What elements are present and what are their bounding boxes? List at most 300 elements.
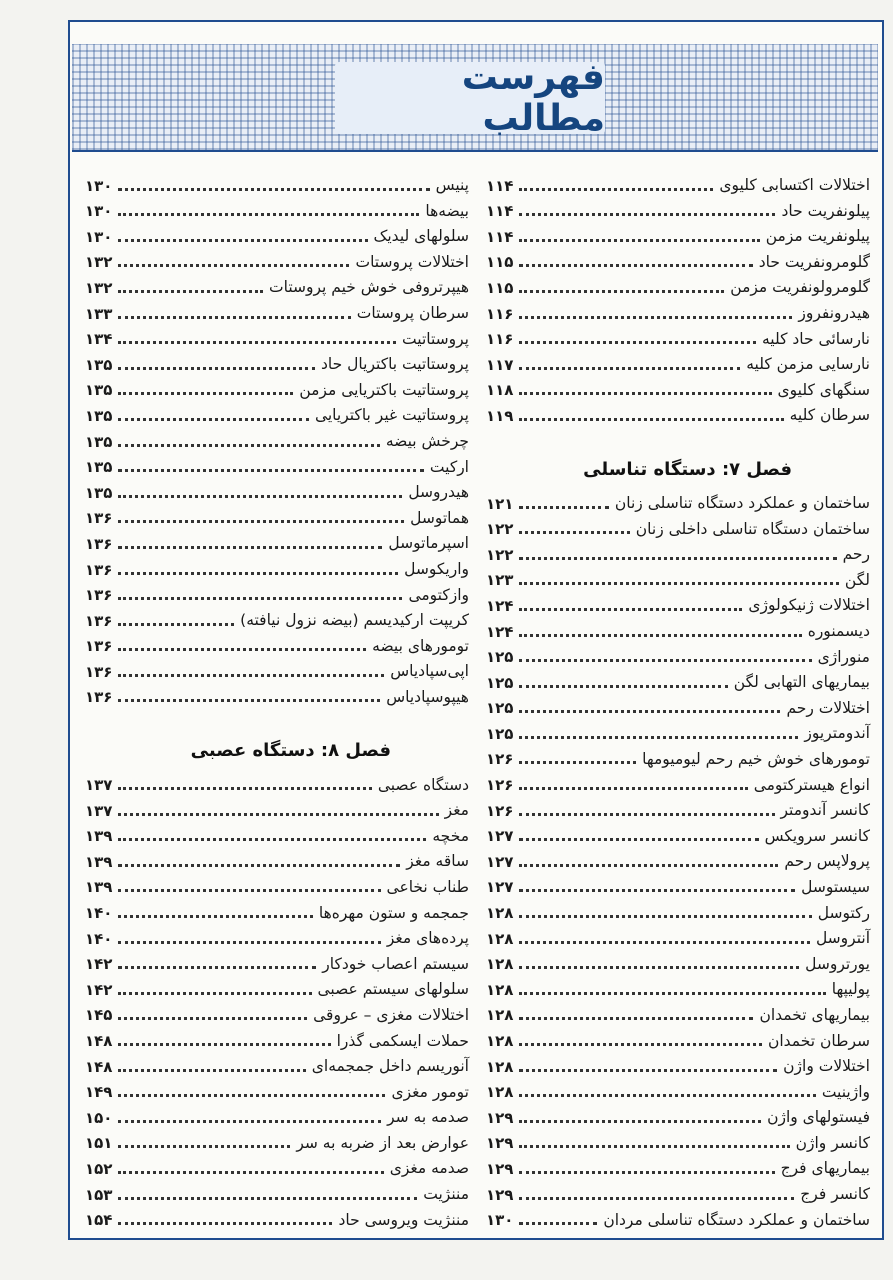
toc-entry-page-number: ۱۳۶ xyxy=(85,509,113,528)
dot-leader xyxy=(519,966,799,969)
toc-entry-page-number: ۱۲۷ xyxy=(486,878,514,897)
toc-entry xyxy=(486,742,870,768)
toc-entry-page-number: ۱۲۸ xyxy=(486,955,514,974)
toc-entry-page-number: ۱۲۹ xyxy=(486,1134,514,1153)
dot-leader xyxy=(118,341,396,344)
toc-entry xyxy=(486,373,870,399)
toc-entry-page-number: ۱۳۷ xyxy=(85,776,113,795)
toc-entry-page-number: ۱۴۰ xyxy=(85,929,113,948)
chapter-8-heading: فصل ۸: دستگاه عصبی xyxy=(190,740,391,762)
toc-entry xyxy=(486,793,870,819)
toc-entry-page-number: ۱۳۵ xyxy=(85,432,113,451)
toc-entry-title: مننژیت ویروسی حاد xyxy=(338,1210,469,1229)
toc-entry-page-number: ۱۴۰ xyxy=(85,904,113,923)
toc-entry-title: مغز xyxy=(444,801,469,820)
dot-leader xyxy=(519,813,774,816)
toc-entry xyxy=(486,614,870,640)
toc-entry xyxy=(85,767,469,793)
toc-entry xyxy=(486,245,870,271)
dot-leader xyxy=(118,1069,305,1072)
dot-leader xyxy=(519,1017,753,1020)
toc-entry-title: انواع هیسترکتومی xyxy=(753,775,870,794)
toc-entry xyxy=(486,1049,870,1075)
toc-entry-title: جمجمه و ستون مهره‌ها xyxy=(318,903,469,922)
dot-leader xyxy=(519,239,759,242)
toc-entry-title: آنوریسم داخل جمجمه‌ای xyxy=(311,1057,469,1076)
toc-entry-title: صدمه مغزی xyxy=(389,1159,469,1178)
toc-entry-title: سرطان پروستات xyxy=(356,304,469,323)
dot-leader xyxy=(118,290,263,293)
toc-entry xyxy=(85,296,469,322)
dot-leader xyxy=(519,1069,777,1072)
toc-entry xyxy=(85,398,469,424)
toc-entry-page-number: ۱۵۲ xyxy=(85,1159,113,1178)
dot-leader xyxy=(118,469,423,472)
toc-entry-title: سیستوسل xyxy=(801,877,870,896)
toc-entry xyxy=(85,921,469,947)
dot-leader xyxy=(519,1222,597,1225)
dot-leader xyxy=(519,889,795,892)
dot-leader xyxy=(519,710,780,713)
dot-leader xyxy=(519,761,636,764)
toc-entry-title: هیدروسل xyxy=(408,483,469,502)
toc-entry xyxy=(486,1075,870,1101)
toc-entry-page-number: ۱۳۶ xyxy=(85,560,113,579)
toc-entry-page-number: ۱۲۸ xyxy=(486,1006,514,1025)
toc-entry xyxy=(486,1126,870,1152)
toc-entry-title: آندومتریوز xyxy=(804,724,870,743)
toc-entry-title: طناب نخاعی xyxy=(386,877,469,896)
toc-entry-title: نارسائی حاد کلیه xyxy=(761,329,870,348)
toc-entry-title: پولیپها xyxy=(831,980,870,999)
toc-entry-title: پیلونفریت حاد xyxy=(781,201,870,220)
dot-leader xyxy=(519,1120,761,1123)
dot-leader xyxy=(118,520,404,523)
dot-leader xyxy=(118,213,419,216)
toc-entry-title: بیماریهای فرج xyxy=(780,1159,870,1178)
toc-entry-title: ساختمان دستگاه تناسلی داخلی زنان xyxy=(635,519,870,538)
dot-leader xyxy=(118,966,316,969)
dot-leader xyxy=(118,264,349,267)
toc-entry-title: اسپرماتوسل xyxy=(388,534,469,553)
dot-leader xyxy=(118,915,312,918)
dot-leader xyxy=(118,813,438,816)
toc-entry-title: پروستاتیت غیر باکتریایی xyxy=(314,406,469,425)
toc-entry xyxy=(85,1177,469,1203)
toc-entry xyxy=(486,296,870,322)
toc-entry-page-number: ۱۳۳ xyxy=(85,304,113,323)
toc-entry xyxy=(85,373,469,399)
dot-leader xyxy=(519,188,713,191)
toc-entry-page-number: ۱۲۲ xyxy=(486,520,514,539)
toc-entry-page-number: ۱۳۵ xyxy=(85,381,113,400)
toc-entry-title: سلولهای لیدیک xyxy=(373,227,469,246)
toc-entry-page-number: ۱۴۹ xyxy=(85,1083,113,1102)
toc-entry-page-number: ۱۲۸ xyxy=(486,1057,514,1076)
toc-entry-title: چرخش بیضه xyxy=(385,432,469,451)
dot-leader xyxy=(118,239,367,242)
toc-entry-title: پروستاتیت xyxy=(402,329,469,348)
toc-entry-title: واژینیت xyxy=(821,1082,870,1101)
toc-entry xyxy=(85,219,469,245)
dot-leader xyxy=(118,367,315,370)
dot-leader xyxy=(118,597,402,600)
toc-entry xyxy=(486,767,870,793)
dot-leader xyxy=(118,1222,332,1225)
toc-entry-title: ساختمان و عملکرد دستگاه تناسلی مردان xyxy=(603,1210,870,1229)
toc-entry-page-number: ۱۳۶ xyxy=(85,611,113,630)
toc-entry-page-number: ۱۳۶ xyxy=(85,534,113,553)
dot-leader xyxy=(118,623,234,626)
toc-entry-title: پرولاپس رحم xyxy=(784,852,870,871)
dot-leader xyxy=(519,1043,762,1046)
toc-entry-page-number: ۱۳۵ xyxy=(85,355,113,374)
toc-entry-page-number: ۱۴۲ xyxy=(85,980,113,999)
toc-list-nervous xyxy=(85,767,469,1228)
toc-entry-title: سلولهای سیستم عصبی xyxy=(317,980,469,999)
toc-entry-title: کانسر سرویکس xyxy=(764,826,870,845)
toc-entry-page-number: ۱۲۵ xyxy=(486,724,514,743)
dot-leader xyxy=(118,864,400,867)
dot-leader xyxy=(519,634,801,637)
toc-entry xyxy=(85,870,469,896)
toc-entry-page-number: ۱۲۶ xyxy=(486,750,514,769)
dot-leader xyxy=(118,495,402,498)
toc-entry-page-number: ۱۲۶ xyxy=(486,801,514,820)
dot-leader xyxy=(519,1145,789,1148)
toc-entry xyxy=(486,270,870,296)
toc-entry-page-number: ۱۱۹ xyxy=(486,406,514,425)
toc-entry-page-number: ۱۳۰ xyxy=(85,202,113,221)
dot-leader xyxy=(118,1043,330,1046)
toc-entry-title: بیماریهای التهابی لگن xyxy=(733,673,870,692)
toc-entry xyxy=(85,1126,469,1152)
toc-entry xyxy=(85,793,469,819)
toc-entry-title: سرطان تخمدان xyxy=(767,1031,870,1050)
dot-leader xyxy=(118,1094,385,1097)
toc-entry xyxy=(486,219,870,245)
toc-entry xyxy=(486,716,870,742)
toc-entry-title: تومورهای خوش خیم رحم لیومیومها xyxy=(642,749,870,768)
toc-entry-title: عوارض بعد از ضربه به سر xyxy=(296,1133,469,1152)
dot-leader xyxy=(519,341,756,344)
toc-entry-title: مننژیت xyxy=(423,1185,469,1204)
toc-entry-title: رحم xyxy=(842,545,870,564)
dot-leader xyxy=(519,685,727,688)
dot-leader xyxy=(519,264,752,267)
toc-entry-page-number: ۱۱۵ xyxy=(486,278,514,297)
dot-leader xyxy=(118,316,350,319)
toc-entry-page-number: ۱۲۴ xyxy=(486,596,514,615)
toc-entry-page-number: ۱۲۲ xyxy=(486,545,514,564)
toc-entry xyxy=(85,844,469,870)
toc-entry-title: اختلالات اکتسابی کلیوی xyxy=(719,176,870,195)
toc-entry-page-number: ۱۳۶ xyxy=(85,688,113,707)
toc-entry-page-number: ۱۱۶ xyxy=(486,330,514,349)
toc-entry xyxy=(486,194,870,220)
toc-entry-title: بیماریهای تخمدان xyxy=(759,1005,870,1024)
toc-entry-title: ساقه مغز xyxy=(406,852,469,871)
toc-entry-title: سرطان کلیه xyxy=(789,406,870,425)
toc-entry-page-number: ۱۳۹ xyxy=(85,827,113,846)
toc-entry xyxy=(486,512,870,538)
toc-entry xyxy=(85,654,469,680)
dot-leader xyxy=(519,213,775,216)
dot-leader xyxy=(118,418,308,421)
toc-entry-title: هیدرونفروز xyxy=(798,304,870,323)
dot-leader xyxy=(519,736,798,739)
toc-entry xyxy=(486,691,870,717)
toc-entry xyxy=(85,526,469,552)
toc-entry xyxy=(486,588,870,614)
toc-entry-page-number: ۱۲۳ xyxy=(486,571,514,590)
toc-entry xyxy=(486,563,870,589)
toc-entry xyxy=(486,921,870,947)
toc-entry xyxy=(85,680,469,706)
dot-leader xyxy=(519,316,792,319)
dot-leader xyxy=(118,699,380,702)
toc-entry-page-number: ۱۱۸ xyxy=(486,381,514,400)
dot-leader xyxy=(519,1094,815,1097)
toc-entry xyxy=(85,322,469,348)
toc-entry-title: رکتوسل xyxy=(817,903,870,922)
toc-entry-page-number: ۱۲۱ xyxy=(486,494,514,513)
dot-leader xyxy=(118,1171,383,1174)
toc-entry xyxy=(486,322,870,348)
toc-entry-page-number: ۱۳۹ xyxy=(85,878,113,897)
dot-leader xyxy=(118,838,426,841)
toc-entry-page-number: ۱۲۶ xyxy=(486,776,514,795)
toc-entry-title: آنتروسل xyxy=(815,929,870,948)
toc-entry-page-number: ۱۲۸ xyxy=(486,904,514,923)
toc-entry-page-number: ۱۲۹ xyxy=(486,1185,514,1204)
toc-entry xyxy=(85,895,469,921)
toc-entry-title: تومورهای بیضه xyxy=(372,636,469,655)
page-title: فهرست مطالب xyxy=(461,57,605,139)
toc-entry-title: سنگهای کلیوی xyxy=(777,380,870,399)
toc-entry-page-number: ۱۳۵ xyxy=(85,406,113,425)
toc-list-male xyxy=(85,168,469,705)
toc-entry-title: کانسر واژن xyxy=(795,1133,870,1152)
dot-leader xyxy=(118,674,384,677)
toc-entry-page-number: ۱۱۷ xyxy=(486,355,514,374)
toc-entry xyxy=(85,475,469,501)
toc-entry-page-number: ۱۵۰ xyxy=(85,1108,113,1127)
toc-entry-page-number: ۱۳۰ xyxy=(85,176,113,195)
toc-entry-title: اختلالات رحم xyxy=(786,698,870,717)
toc-entry-title: ساختمان و عملکرد دستگاه تناسلی زنان xyxy=(614,494,870,513)
toc-entry-page-number: ۱۲۵ xyxy=(486,648,514,667)
toc-entry-page-number: ۱۲۴ xyxy=(486,622,514,641)
toc-entry-page-number: ۱۳۶ xyxy=(85,662,113,681)
toc-entry-page-number: ۱۳۹ xyxy=(85,852,113,871)
toc-entry-page-number: ۱۳۲ xyxy=(85,253,113,272)
toc-entry-title: تومور مغزی xyxy=(391,1082,469,1101)
dot-leader xyxy=(519,1197,794,1200)
dot-leader xyxy=(118,648,366,651)
toc-entry-title: پرده‌های مغز xyxy=(386,929,469,948)
toc-entry xyxy=(486,998,870,1024)
toc-entry xyxy=(85,603,469,629)
toc-list-reproductive xyxy=(486,486,870,1228)
toc-entry xyxy=(85,1203,469,1229)
toc-entry xyxy=(85,819,469,845)
toc-entry xyxy=(85,972,469,998)
dot-leader xyxy=(519,506,608,509)
right-column xyxy=(486,168,870,1228)
toc-entry xyxy=(85,347,469,373)
toc-entry-page-number: ۱۲۹ xyxy=(486,1159,514,1178)
toc-entry-page-number: ۱۳۲ xyxy=(85,278,113,297)
toc-entry-page-number: ۱۳۰ xyxy=(85,227,113,246)
toc-entry xyxy=(85,1023,469,1049)
toc-entry-page-number: ۱۲۵ xyxy=(486,699,514,718)
toc-entry xyxy=(85,629,469,655)
toc-entry-title: اختلالات ژنیکولوژی xyxy=(748,596,870,615)
toc-entry-title: مخچه xyxy=(432,826,469,845)
toc-entry-page-number: ۱۲۹ xyxy=(486,1108,514,1127)
toc-entry xyxy=(85,270,469,296)
dot-leader xyxy=(519,1171,774,1174)
dot-leader xyxy=(118,1145,290,1148)
dot-leader xyxy=(519,418,783,421)
toc-entry xyxy=(486,1100,870,1126)
dot-leader xyxy=(519,787,747,790)
toc-entry-title: سیستم اعصاب خودکار xyxy=(322,954,469,973)
toc-entry-title: هیپرتروفی خوش خیم پروستات xyxy=(269,278,469,297)
dot-leader xyxy=(519,608,742,611)
dot-leader xyxy=(519,915,811,918)
toc-entry-title: گلومرولونفریت مزمن xyxy=(730,278,870,297)
toc-entry-title: صدمه به سر xyxy=(387,1108,469,1127)
toc-entry xyxy=(85,245,469,271)
dot-leader xyxy=(519,557,836,560)
toc-entry-title: کانسر آندومتر xyxy=(780,801,870,820)
toc-entry xyxy=(85,998,469,1024)
toc-entry xyxy=(486,972,870,998)
toc-entry xyxy=(85,501,469,527)
toc-entry-title: وازکتومی xyxy=(408,585,469,604)
toc-entry xyxy=(486,537,870,563)
toc-entry-page-number: ۱۴۸ xyxy=(85,1057,113,1076)
toc-entry-page-number: ۱۳۶ xyxy=(85,637,113,656)
toc-entry xyxy=(85,1100,469,1126)
dot-leader xyxy=(118,1120,381,1123)
dot-leader xyxy=(519,290,724,293)
toc-entry-title: واریکوسل xyxy=(404,560,469,578)
toc-entry-title: ارکیت xyxy=(429,457,469,476)
toc-entry xyxy=(486,1023,870,1049)
left-column xyxy=(85,168,469,1228)
toc-entry-title: کانسر فرج xyxy=(800,1185,870,1204)
dot-leader xyxy=(118,992,311,995)
toc-entry-page-number: ۱۴۸ xyxy=(85,1032,113,1050)
toc-entry-title: فیستولهای واژن xyxy=(767,1108,870,1127)
toc-entry xyxy=(85,578,469,604)
toc-entry-page-number: ۱۵۴ xyxy=(85,1211,113,1230)
dot-leader xyxy=(519,582,838,585)
dot-leader xyxy=(118,1017,307,1020)
toc-entry-title: حملات ایسکمی گذرا xyxy=(336,1031,469,1050)
toc-entry-title: پروستاتیت باکتریال حاد xyxy=(321,355,469,374)
toc-entry xyxy=(85,1049,469,1075)
toc-entry-title: هماتوسل xyxy=(410,508,469,527)
toc-entry-title: کریپت ارکیدیسم (بیضه نزول نیافته) xyxy=(240,611,469,630)
dot-leader xyxy=(118,188,429,191)
toc-entry-page-number: ۱۳۶ xyxy=(85,586,113,605)
dot-leader xyxy=(118,889,380,892)
toc-entry xyxy=(486,665,870,691)
dot-leader xyxy=(118,572,398,575)
toc-entry-page-number: ۱۳۷ xyxy=(85,801,113,820)
toc-entry-title: پروستاتیت باکتریایی مزمن xyxy=(299,380,469,399)
dot-leader xyxy=(118,392,293,395)
toc-entry xyxy=(486,398,870,424)
toc-entry-title: دستگاه عصبی xyxy=(377,775,469,794)
dot-leader xyxy=(519,392,771,395)
toc-entry-page-number: ۱۵۳ xyxy=(85,1185,113,1204)
toc-entry-page-number: ۱۱۴ xyxy=(486,176,514,195)
toc-entry xyxy=(85,1151,469,1177)
toc-entry-page-number: ۱۲۷ xyxy=(486,827,514,846)
toc-entry-page-number: ۱۱۴ xyxy=(486,227,514,246)
toc-entry xyxy=(486,870,870,896)
dot-leader xyxy=(519,864,778,867)
toc-entry xyxy=(486,819,870,845)
toc-entry xyxy=(486,947,870,973)
toc-entry-page-number: ۱۲۸ xyxy=(486,929,514,948)
toc-entry-page-number: ۱۱۵ xyxy=(486,253,514,272)
toc-entry-page-number: ۱۲۷ xyxy=(486,852,514,871)
toc-entry-page-number: ۱۲۵ xyxy=(486,673,514,692)
dot-leader xyxy=(519,531,629,534)
toc-entry xyxy=(85,424,469,450)
toc-entry xyxy=(486,1151,870,1177)
toc-entry-page-number: ۱۱۶ xyxy=(486,304,514,323)
dot-leader xyxy=(519,367,740,370)
dot-leader xyxy=(519,838,758,841)
dot-leader xyxy=(118,444,379,447)
toc-entry-page-number: ۱۱۴ xyxy=(486,202,514,221)
toc-entry xyxy=(85,194,469,220)
toc-entry xyxy=(486,1177,870,1203)
dot-leader xyxy=(519,659,811,662)
toc-entry-title: پیلونفریت مزمن xyxy=(765,227,870,246)
toc-entry-page-number: ۱۴۲ xyxy=(85,955,113,974)
toc-list-kidney xyxy=(486,168,870,424)
toc-entry xyxy=(85,1075,469,1101)
toc-entry xyxy=(486,168,870,194)
toc-entry xyxy=(486,895,870,921)
toc-entry-title: هیپوسپادیاس xyxy=(386,687,469,706)
toc-entry-title: منوراژی xyxy=(817,647,870,666)
toc-entry xyxy=(486,1203,870,1229)
toc-entry xyxy=(85,552,469,578)
toc-entry-page-number: ۱۲۸ xyxy=(486,1032,514,1050)
toc-entry-page-number: ۱۴۵ xyxy=(85,1006,113,1025)
toc-entry xyxy=(486,486,870,512)
toc-entry xyxy=(85,450,469,476)
toc-entry xyxy=(486,347,870,373)
toc-entry-page-number: ۱۳۰ xyxy=(486,1211,514,1230)
dot-leader xyxy=(118,546,382,549)
toc-entry-title: اختلالات پروستات xyxy=(355,252,469,271)
toc-entry xyxy=(85,947,469,973)
toc-entry-title: اختلالات مغزی – عروقی xyxy=(313,1005,469,1024)
dot-leader xyxy=(519,992,825,995)
toc-entry-page-number: ۱۳۴ xyxy=(85,330,113,349)
toc-entry-page-number: ۱۳۵ xyxy=(85,458,113,477)
